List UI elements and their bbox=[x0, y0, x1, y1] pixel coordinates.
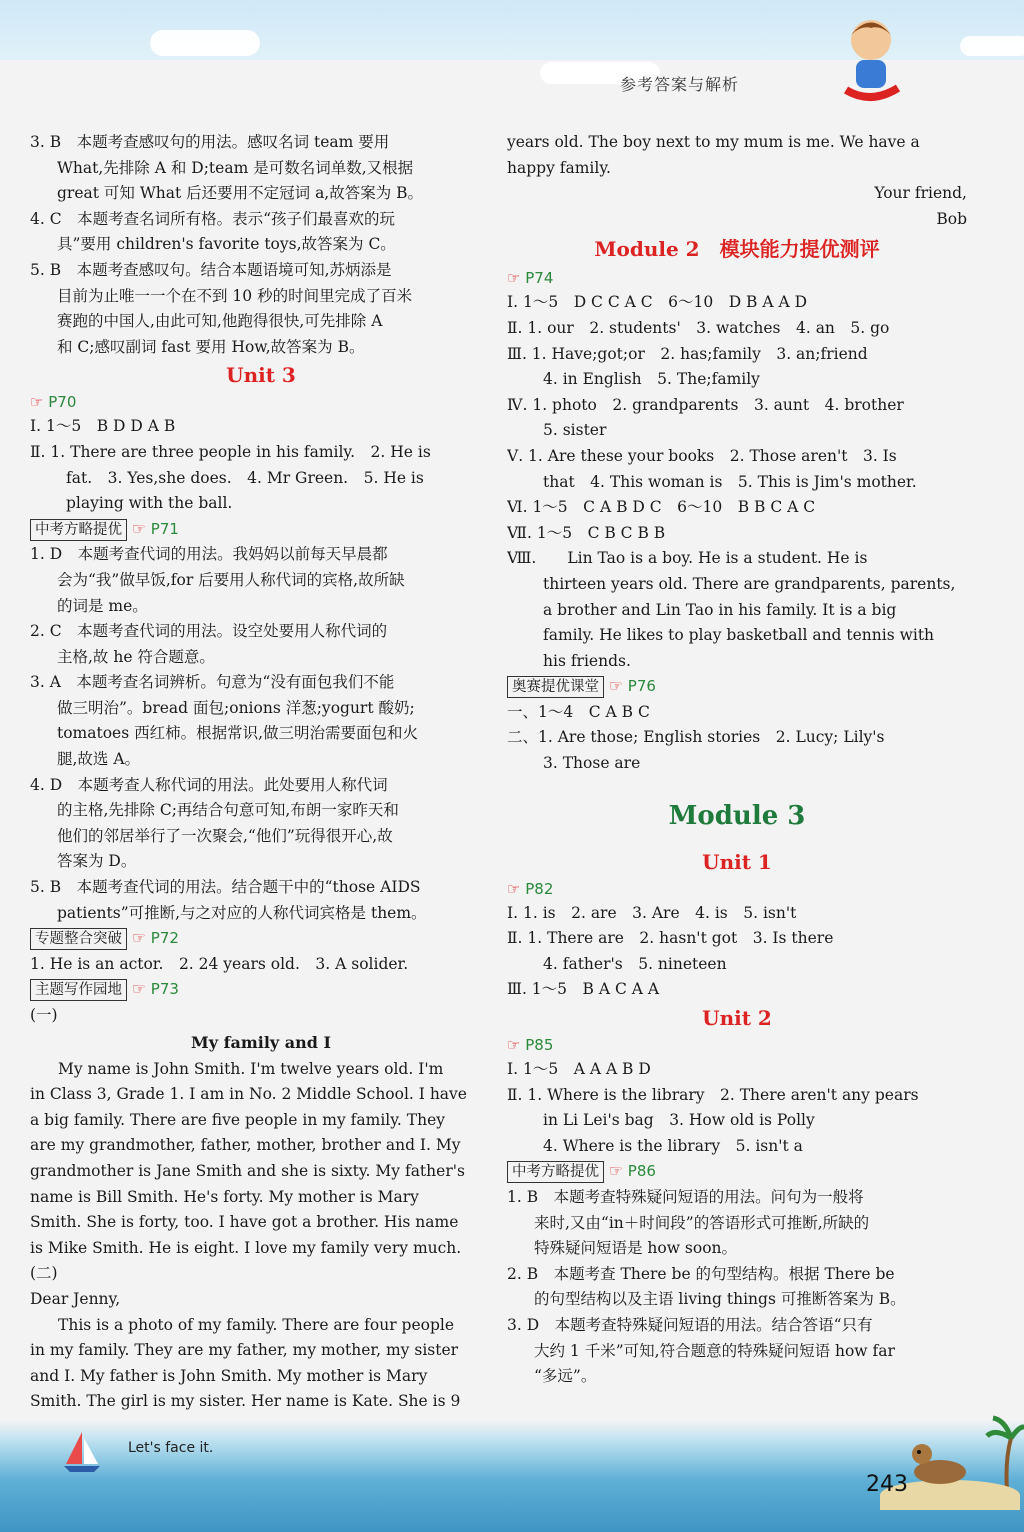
page-ref-label: P71 bbox=[150, 519, 179, 538]
answer-line: Ⅶ. 1～5 C B C B B bbox=[507, 523, 666, 542]
module-heading: Module 2 模块能力提优测评 bbox=[594, 237, 880, 262]
essay-line: is Mike Smith. He is eight. I love my family very much. bbox=[30, 1238, 462, 1257]
section-tag: 中考方略提优 bbox=[30, 519, 127, 541]
module-3-heading: Module 3 bbox=[668, 800, 806, 831]
essay-line: are my grandmother, father, mother, brother and I. My bbox=[30, 1136, 461, 1155]
answer-line: playing with the ball. bbox=[66, 494, 233, 513]
part-label: (二) bbox=[30, 1264, 58, 1283]
pointing-hand-icon: ☞ bbox=[131, 980, 146, 999]
answer-line: 2. B 本题考查 There be 的句型结构。根据 There be bbox=[507, 1264, 895, 1283]
answer-line: 特殊疑问短语是 how soon。 bbox=[534, 1239, 738, 1258]
answer-line: tomatoes 西红柿。根据常识,做三明治需要面包和火 bbox=[57, 724, 419, 743]
essay-line: in my family. They are my father, my mother, my sister bbox=[30, 1341, 459, 1360]
answer-line: Ⅱ. 1. There are three people in his family. 2. He is bbox=[30, 442, 431, 461]
answer-line: Ⅴ. 1. Are these your books 2. Those aren't 3. Is bbox=[507, 446, 897, 465]
section-tag-row bbox=[30, 926, 492, 952]
section-tag-row bbox=[30, 517, 492, 543]
answer-line: Ⅱ. 1. our 2. students' 3. watches 4. an 5. go bbox=[507, 318, 890, 337]
answer-line: 赛跑的中国人,由此可知,他跑得很快,可先排除 A bbox=[57, 312, 383, 331]
answer-line: 3. A 本题考查名词辨析。句意为“没有面包我们不能 bbox=[30, 673, 395, 692]
answer-line: patients”可推断,与之对应的人称代词宾格是 them。 bbox=[57, 903, 427, 922]
answer-line: 4. D 本题考查人称代词的用法。此处要用人称代词 bbox=[30, 775, 388, 794]
answer-line: 做三明治”。bread 面包;onions 洋葱;yogurt 酸奶; bbox=[57, 698, 415, 717]
section-tag-row bbox=[30, 977, 492, 1003]
section-tag-row bbox=[507, 674, 967, 700]
answer-line: 4. C 本题考查名词所有格。表示“孩子们最喜欢的玩 bbox=[30, 209, 396, 228]
essay-line: name is Bill Smith. He's forty. My mother is Mary bbox=[30, 1187, 419, 1206]
sea-lion-icon bbox=[900, 1438, 970, 1488]
answer-line: 3. B 本题考查感叹句的用法。感叹名词 team 要用 bbox=[30, 133, 390, 151]
essay-line: My name is John Smith. I'm twelve years old. I'm bbox=[58, 1059, 444, 1078]
answer-line: 4. father's 5. nineteen bbox=[543, 954, 727, 973]
answer-line: thirteen years old. There are grandparents, parents, bbox=[543, 574, 956, 593]
answer-line: 腿,故选 A。 bbox=[57, 750, 141, 769]
page-reference bbox=[30, 390, 492, 414]
page-ref-label: P74 bbox=[525, 269, 554, 288]
answer-line: Ⅲ. 1. Have;got;or 2. has;family 3. an;friend bbox=[507, 344, 868, 363]
answer-line: 3. D 本题考查特殊疑问短语的用法。结合答语“只有 bbox=[507, 1315, 873, 1334]
answer-line: 的主格,先排除 C;再结合句意可知,布朗一家昨天和 bbox=[57, 801, 399, 820]
section-tag: 主题写作园地 bbox=[30, 979, 127, 1001]
answer-line: Ⅵ. 1～5 C A B D C 6～10 B B C A C bbox=[507, 498, 816, 517]
essay-line: This is a photo of my family. There are four people bbox=[58, 1315, 455, 1334]
answer-line: 1. D 本题考查代词的用法。我妈妈以前每天早晨都 bbox=[30, 545, 388, 564]
letter-closing: Your friend, bbox=[874, 184, 967, 203]
pointing-hand-icon: ☞ bbox=[30, 393, 44, 412]
page-number: 243 bbox=[866, 1472, 908, 1497]
page-reference bbox=[507, 266, 967, 290]
answer-line: 的句型结构以及主语 living things 可推断答案为 B。 bbox=[534, 1290, 906, 1309]
answer-line: 5. B 本题考查代词的用法。结合题干中的“those AIDS bbox=[30, 878, 421, 897]
essay-line: Smith. She is forty, too. I have got a brother. His name bbox=[30, 1213, 459, 1232]
page-ref-label: P86 bbox=[627, 1162, 656, 1181]
answer-line: 二、1. Are those; English stories 2. Lucy; Lily's bbox=[507, 728, 885, 747]
pointing-hand-icon: ☞ bbox=[608, 677, 623, 696]
kid-illustration-icon bbox=[826, 10, 916, 110]
essay-line: years old. The boy next to my mum is me. We have a bbox=[507, 133, 920, 151]
pointing-hand-icon: ☞ bbox=[131, 929, 146, 948]
cloud bbox=[150, 30, 260, 56]
answer-line: 目前为止唯一一个在不到 10 秒的时间里完成了百米 bbox=[57, 286, 413, 305]
page-ref-label: P73 bbox=[150, 980, 179, 999]
essay-line: and I. My father is John Smith. My mother is Mary bbox=[30, 1366, 428, 1385]
letter-greeting: Dear Jenny, bbox=[30, 1289, 121, 1308]
answer-line: family. He likes to play basketball and tennis with bbox=[543, 626, 935, 645]
answer-line: great 可知 What 后还要用不定冠词 a,故答案为 B。 bbox=[57, 184, 424, 203]
answer-line: 的词是 me。 bbox=[57, 596, 148, 615]
answer-line: 3. Those are bbox=[543, 754, 641, 773]
left-column bbox=[30, 130, 492, 1415]
answer-line: Ⅱ. 1. There are 2. hasn't got 3. Is there bbox=[507, 929, 834, 948]
palm-tree-icon bbox=[985, 1410, 1024, 1490]
answer-line: “多远”。 bbox=[534, 1367, 597, 1386]
answer-line: 会为“我”做早饭,for 后要用人称代词的宾格,故所缺 bbox=[57, 570, 405, 589]
essay-line: happy family. bbox=[507, 158, 611, 177]
letter-signature: Bob bbox=[936, 209, 967, 228]
pointing-hand-icon: ☞ bbox=[507, 269, 521, 288]
right-column bbox=[507, 130, 967, 1390]
answer-line: Ⅰ. 1～5 A A A B D bbox=[507, 1060, 651, 1079]
answer-line: in Li Lei's bag 3. How old is Polly bbox=[543, 1111, 815, 1130]
page-reference bbox=[507, 1033, 967, 1057]
page-ref-label: P76 bbox=[627, 677, 656, 696]
page-ref-label: P72 bbox=[150, 929, 179, 948]
unit-heading: Unit 1 bbox=[702, 849, 772, 874]
answer-line: that 4. This woman is 5. This is Jim's mother. bbox=[543, 472, 917, 491]
answer-line: 他们的邻居举行了一次聚会,“他们”玩得很开心,故 bbox=[57, 826, 393, 845]
page-ref-label: P70 bbox=[48, 393, 77, 412]
answer-line: fat. 3. Yes,she does. 4. Mr Green. 5. He is bbox=[66, 468, 424, 487]
answer-line: 1. He is an actor. 2. 24 years old. 3. A solider. bbox=[30, 954, 409, 973]
footer-slogan: Let's face it. bbox=[128, 1440, 214, 1456]
answer-line: 一、1～4 C A B C bbox=[507, 702, 650, 721]
answer-line: Ⅰ. 1～5 B D D A B bbox=[30, 417, 176, 436]
answer-line: 具”要用 children's favorite toys,故答案为 C。 bbox=[57, 235, 396, 254]
answer-line: 和 C;感叹副词 fast 要用 How,故答案为 B。 bbox=[57, 337, 365, 356]
unit-heading: Unit 3 bbox=[226, 363, 296, 388]
answer-line: a brother and Lin Tao in his family. It is a big bbox=[543, 600, 897, 619]
pointing-hand-icon: ☞ bbox=[507, 879, 521, 898]
answer-line: 主格,故 he 符合题意。 bbox=[57, 647, 215, 666]
answer-line: 4. Where is the library 5. isn't a bbox=[543, 1136, 803, 1155]
pointing-hand-icon: ☞ bbox=[131, 519, 146, 538]
answer-line: Ⅳ. 1. photo 2. grandparents 3. aunt 4. brother bbox=[507, 395, 904, 414]
essay-line: a big family. There are five people in my family. They bbox=[30, 1110, 446, 1129]
essay-line: in Class 3, Grade 1. I am in No. 2 Middle School. I have bbox=[30, 1085, 467, 1104]
page-reference bbox=[507, 877, 967, 901]
answer-line: 5. B 本题考查感叹句。结合本题语境可知,苏炳添是 bbox=[30, 260, 392, 279]
page-ref-label: P82 bbox=[525, 879, 554, 898]
page-ref-label: P85 bbox=[525, 1036, 554, 1055]
answer-line: 4. in English 5. The;family bbox=[543, 370, 760, 389]
answer-line: 来时,又由“in＋时间段”的答语形式可推断,所缺的 bbox=[534, 1213, 870, 1232]
sailboat-icon bbox=[62, 1430, 102, 1474]
section-tag: 专题整合突破 bbox=[30, 928, 127, 950]
answer-line: 5. sister bbox=[543, 421, 607, 440]
essay-title: My family and I bbox=[190, 1032, 332, 1052]
section-tag: 奥赛提优课堂 bbox=[507, 676, 604, 698]
answer-line: Ⅷ. Lin Tao is a boy. He is a student. He is bbox=[507, 549, 868, 568]
section-tag: 中考方略提优 bbox=[507, 1161, 604, 1183]
unit-heading: Unit 2 bbox=[702, 1006, 772, 1031]
answer-line: Ⅰ. 1～5 D C C A C 6～10 D B A A D bbox=[507, 293, 808, 312]
answer-line: his friends. bbox=[543, 651, 631, 670]
essay-line: grandmother is Jane Smith and she is sixty. My father's bbox=[30, 1161, 465, 1180]
essay-line: Smith. The girl is my sister. Her name is Kate. She is 9 bbox=[30, 1392, 461, 1411]
part-label: (一) bbox=[30, 1006, 58, 1024]
pointing-hand-icon: ☞ bbox=[608, 1162, 623, 1181]
answer-line: What,先排除 A 和 D;team 是可数名词单数,又根据 bbox=[57, 158, 414, 177]
section-tag-row bbox=[507, 1159, 967, 1185]
pointing-hand-icon: ☞ bbox=[507, 1036, 521, 1055]
answer-line: 1. B 本题考查特殊疑问短语的用法。问句为一般将 bbox=[507, 1188, 864, 1206]
answer-line: Ⅰ. 1. is 2. are 3. Are 4. is 5. isn't bbox=[507, 903, 797, 922]
answer-line: Ⅲ. 1～5 B A C A A bbox=[507, 980, 660, 999]
answer-line: 2. C 本题考查代词的用法。设空处要用人称代词的 bbox=[30, 622, 388, 641]
cloud bbox=[960, 36, 1024, 56]
answer-line: 答案为 D。 bbox=[57, 852, 137, 871]
answer-line: Ⅱ. 1. Where is the library 2. There aren't any pears bbox=[507, 1085, 919, 1104]
answer-line: 大约 1 千米”可知,符合题意的特殊疑问短语 how far bbox=[534, 1341, 895, 1360]
header-title: 参考答案与解析 bbox=[620, 75, 740, 94]
